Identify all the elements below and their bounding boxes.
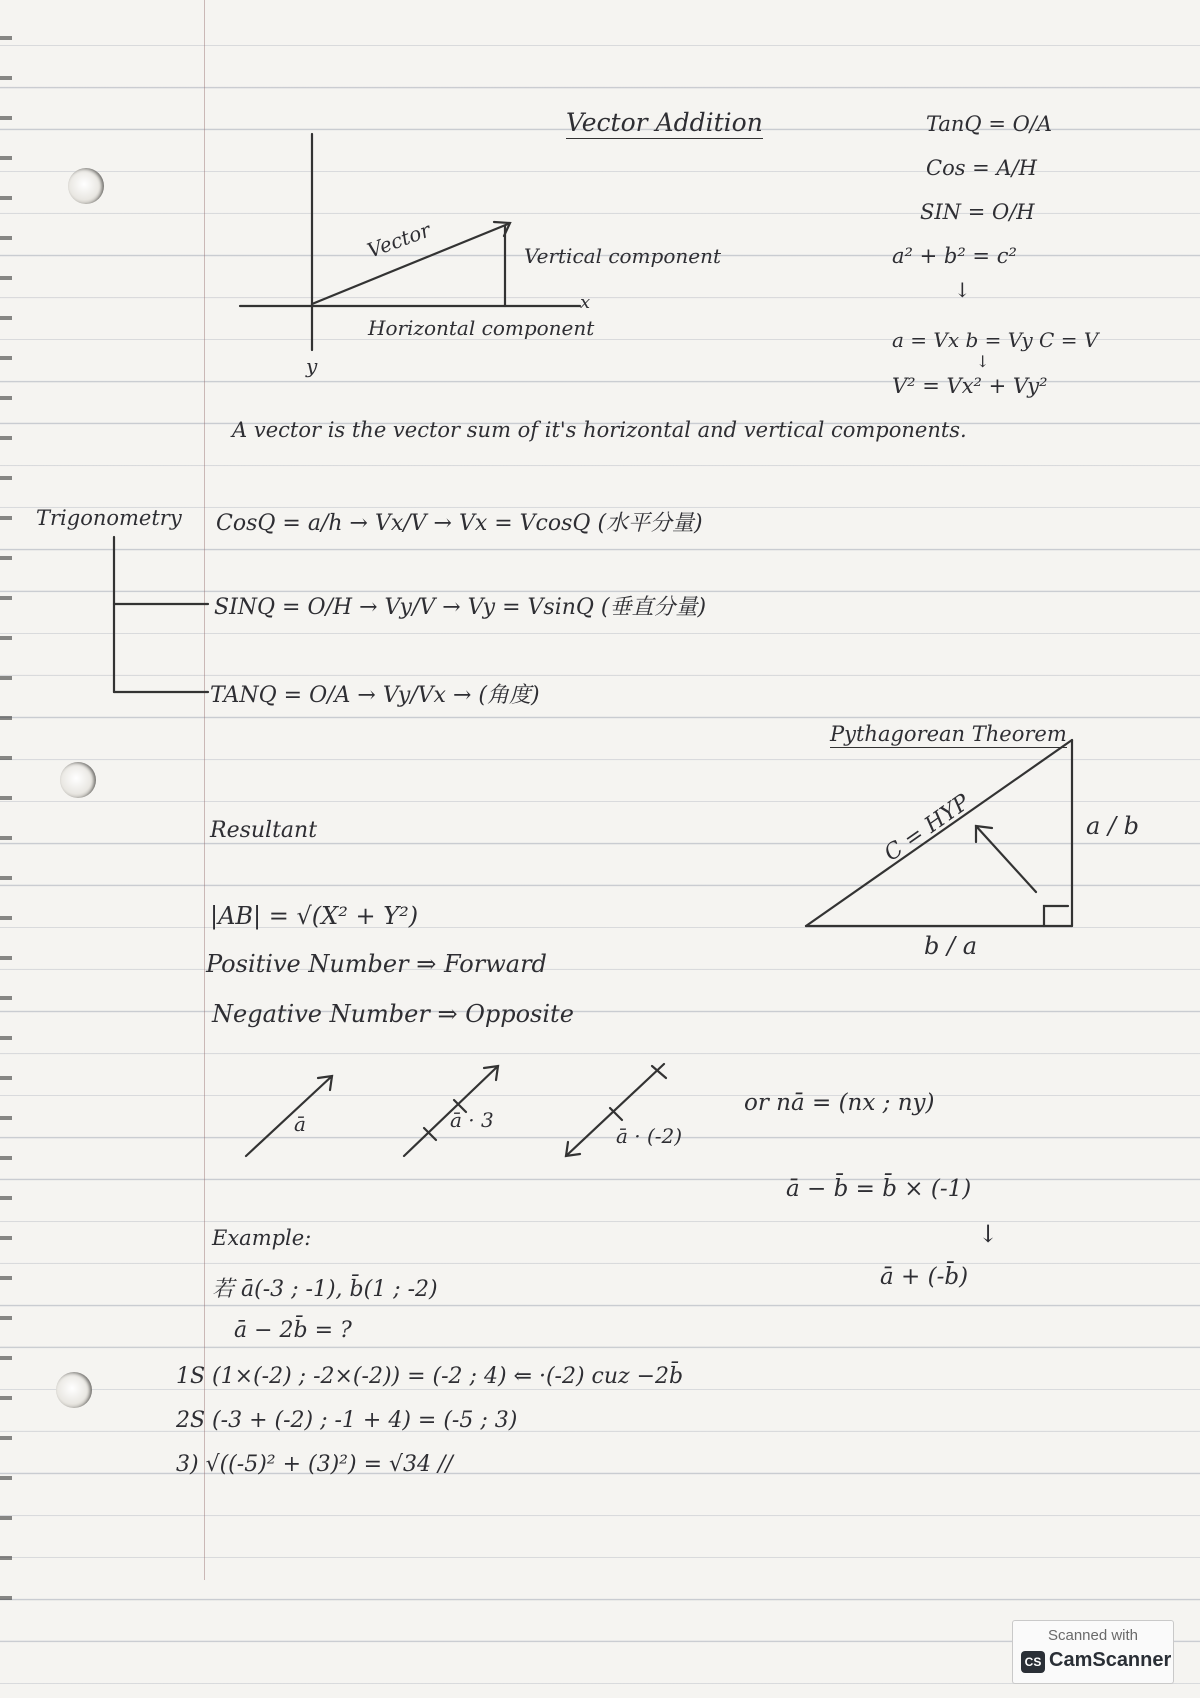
right-angle-mark: [1044, 906, 1068, 926]
substitution-formula: a = Vx b = Vy C = V: [892, 328, 1099, 352]
y-axis-label: y: [306, 354, 318, 378]
down-arrow: ↓: [976, 352, 990, 371]
hyp-pointer-arrow: [976, 826, 1036, 892]
example-step-3: 3) √((-5)² + (3)²) = √34 //: [176, 1452, 453, 1477]
vector-am2-label: ā · (-2): [616, 1124, 683, 1148]
summary-sentence: A vector is the vector sum of it's horizontal and vertical components.: [232, 418, 967, 442]
page-title: Vector Addition: [566, 108, 763, 137]
example-given: 若 ā(-3 ; -1), b̄(1 ; -2): [212, 1277, 438, 1302]
horizontal-component-label: Horizontal component: [368, 316, 595, 340]
tan-line: TANQ = O/A → Vy/Vx → (角度): [210, 683, 540, 708]
tan-formula: TanQ = O/A: [926, 112, 1053, 136]
down-arrow: ↓: [978, 1220, 999, 1248]
side-label: a / b: [1086, 812, 1140, 840]
trig-label: Trigonometry: [36, 506, 182, 530]
vector-a-label: ā: [294, 1112, 306, 1136]
badge-caption: Scanned with: [1047, 1627, 1139, 1644]
resultant-magnitude: |AB| = √(X² + Y²): [210, 902, 419, 930]
example-step-1: 1S (1×(-2) ; -2×(-2)) = (-2 ; 4) ⇐ ·(-2) cuz −2b̄: [176, 1364, 684, 1389]
badge-brand: CamScanner: [1049, 1649, 1172, 1671]
vector-label: Vector: [364, 217, 434, 263]
scalar-rule: or nā = (nx ; ny): [744, 1090, 935, 1116]
camscanner-badge: [1012, 1620, 1174, 1684]
vertical-component-label: Vertical component: [524, 244, 722, 268]
camscanner-logo-icon: CS: [1021, 1651, 1045, 1673]
x-axis-label: x: [580, 292, 591, 313]
hypotenuse-label: C = HYP: [880, 789, 975, 867]
cos-formula: Cos = A/H: [926, 156, 1037, 180]
example-title: Example:: [212, 1226, 312, 1250]
example-question: ā − 2b̄ = ?: [234, 1318, 352, 1343]
magnitude-formula: V² = Vx² + Vy²: [892, 374, 1048, 398]
cos-line: CosQ = a/h → Vx/V → Vx = VcosQ (水平分量): [216, 511, 703, 536]
example-step-2: 2S (-3 + (-2) ; -1 + 4) = (-5 ; 3): [176, 1408, 518, 1433]
pythagoras-formula: a² + b² = c²: [892, 244, 1017, 268]
base-label: b / a: [924, 932, 978, 960]
vector-a-arrow: [246, 1076, 332, 1156]
vector-a3-label: ā · 3: [450, 1108, 494, 1132]
sin-line: SINQ = O/H → Vy/V → Vy = VsinQ (垂直分量): [214, 595, 707, 620]
subtraction-rule: ā − b̄ = b̄ × (-1): [786, 1176, 972, 1202]
pythagorean-title: Pythagorean Theorem: [830, 722, 1067, 746]
sin-formula: SIN = O/H: [920, 200, 1035, 224]
addition-rule: ā + (-b̄): [880, 1264, 969, 1290]
down-arrow: ↓: [954, 278, 971, 302]
negative-rule: Negative Number ⇒ Opposite: [212, 1000, 574, 1028]
positive-rule: Positive Number ⇒ Forward: [206, 950, 547, 978]
resultant-title: Resultant: [210, 818, 318, 843]
